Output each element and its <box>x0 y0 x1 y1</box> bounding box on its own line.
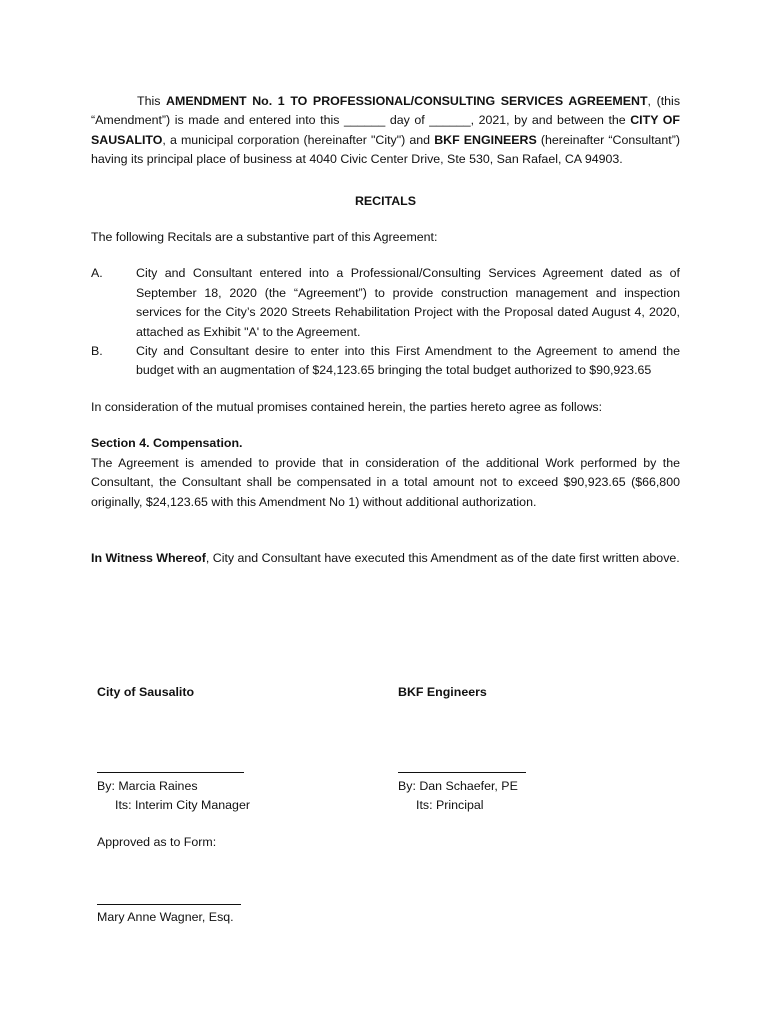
approver-signature-line <box>97 904 241 905</box>
consultant-name: BKF ENGINEERS <box>434 132 537 147</box>
recital-list <box>91 264 680 380</box>
recital-letter: B. <box>91 344 103 359</box>
consultant-signature <box>398 683 638 815</box>
amendment-document <box>91 92 680 568</box>
consultant-signature-line <box>398 772 526 773</box>
city-signer-title: Its: Interim City Manager <box>115 798 250 812</box>
consultant-party-name: BKF Engineers <box>398 685 487 699</box>
consultant-signer-title: Its: Principal <box>416 798 484 812</box>
city-name: CITY OF SAUSALITO <box>91 113 680 147</box>
approver-name: Mary Anne Wagner, Esq. <box>97 910 234 924</box>
signature-block <box>97 683 657 943</box>
consultant-signer: By: Dan Schaefer, PE <box>398 779 518 793</box>
recital-letter: A. <box>91 266 103 281</box>
section-4-text: The Agreement is amended to provide that in consideration of the additional Work performed by the Consultant, the Consultant shall be compensated in a total amount not to exceed $90,923.65 ($66,800 originally, $24,123.65 with this Amendment No 1) without additional authorization. <box>91 455 680 509</box>
city-signature-line <box>97 772 244 773</box>
city-signer: By: Marcia Raines <box>97 779 198 793</box>
city-party-name: City of Sausalito <box>97 685 195 699</box>
intro-part-1: , (this “Amendment”) is made and entered into this ______ day of ______, 2021, by and between the <box>91 94 681 128</box>
intro-paragraph <box>91 92 680 170</box>
recitals-heading: RECITALS <box>354 193 417 208</box>
recital-item <box>91 342 680 381</box>
recital-text: City and Consultant entered into a Professional/Consulting Services Agreement dated as of September 18, 2020 (the “Agreement”) to provide construction management and inspection services for the City’s 2020 Streets Rehabilitation Project with the Proposal dated August 4, 2020, attached as Exhibit "A' to the Agreement. <box>136 266 680 339</box>
recitals-intro: The following Recitals are a substantive part of this Agreement: <box>91 230 438 245</box>
intro-part-2: , a municipal corporation (hereinafter "City") and <box>162 132 435 147</box>
witness-text: , City and Consultant have executed this Amendment as of the date first written above. <box>205 550 680 565</box>
agreement-title: AMENDMENT No. 1 TO PROFESSIONAL/CONSULTING SERVICES AGREEMENT <box>166 94 648 108</box>
section-4-heading: Section 4. Compensation. <box>91 436 243 451</box>
consideration-paragraph: In consideration of the mutual promises contained herein, the parties hereto agree as follows: <box>91 399 603 414</box>
intro-lead: This <box>137 94 167 108</box>
recital-item <box>91 264 680 342</box>
recital-text: City and Consultant desire to enter into this First Amendment to the Agreement to amend the budget with an augmentation of $24,123.65 bringing the total budget authorized to $90,923.65 <box>136 344 680 378</box>
witness-paragraph <box>91 549 680 568</box>
witness-lead: In Witness Whereof <box>91 550 206 565</box>
intro-part-3: (hereinafter “Consultant”) having its principal place of business at 4040 Civic Center Drive, Ste 530, San Rafael, CA 94903. <box>91 132 681 167</box>
approved-as-to-form-label: Approved as to Form: <box>97 835 217 849</box>
city-signature <box>97 683 337 815</box>
